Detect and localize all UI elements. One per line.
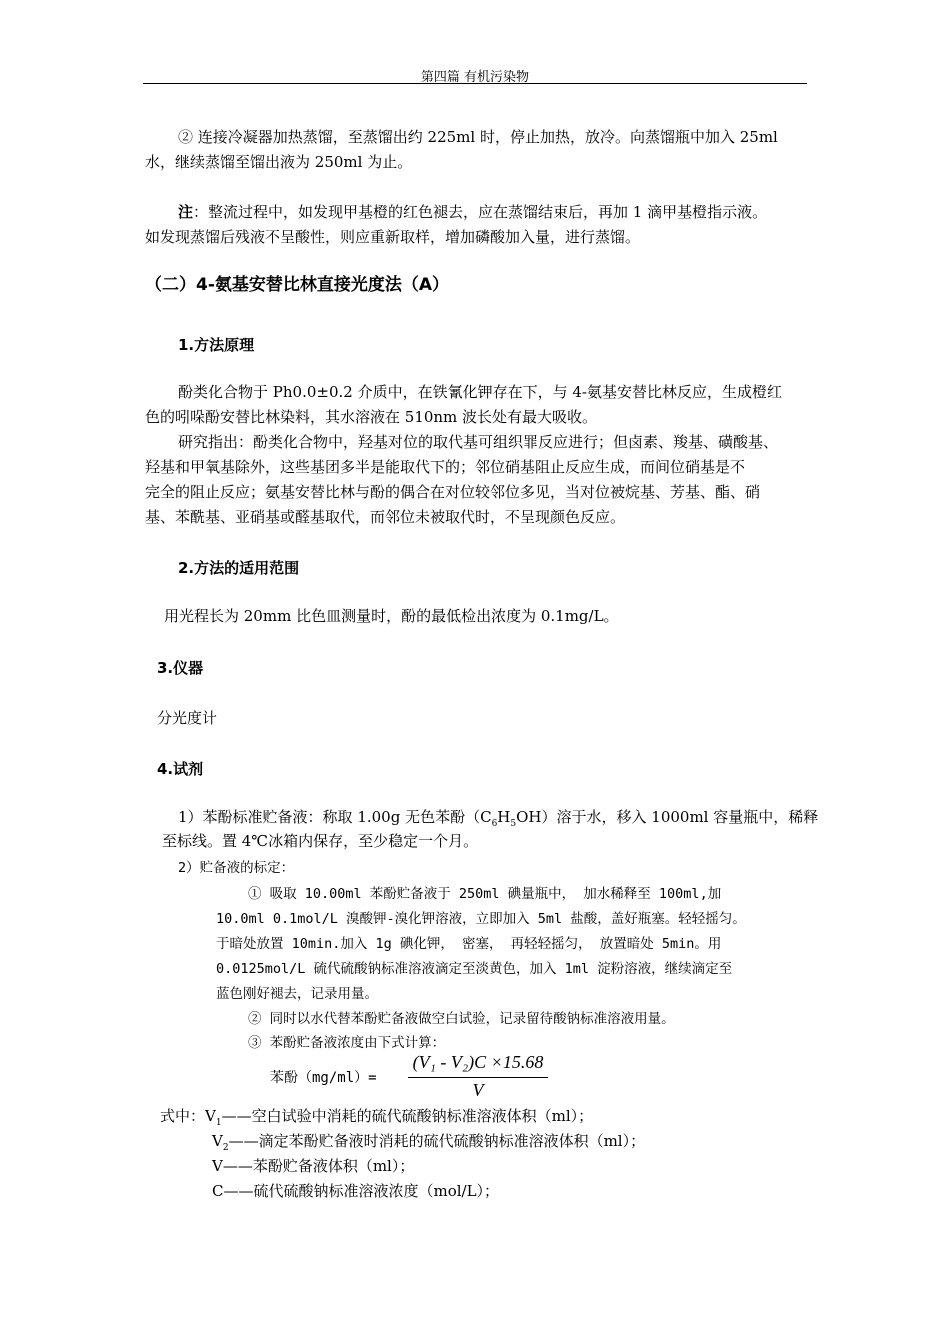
legend-v2-symbol: V <box>212 1132 223 1150</box>
reagent-1-line-1 <box>178 806 818 829</box>
legend-v1 <box>160 1105 593 1128</box>
note-text: ：整流过程中，如发现甲基橙的红色褪去，应在蒸馏结束后，再加 1 滴甲基橙指示液。 <box>193 203 768 221</box>
formula-numerator: (V₁ - V₂)C ×15.68 <box>412 1052 544 1072</box>
legend-v2 <box>212 1130 645 1153</box>
step3: ③ 苯酚贮备液浓度由下式计算： <box>248 1035 446 1051</box>
s2-text: 用光程长为 20mm 比色皿测量时，酚的最低检出浓度为 0.1mg/L。 <box>164 607 619 625</box>
section-title: （二）4-氨基安替比林直接光度法（A） <box>145 275 450 295</box>
step2: ② 同时以水代替苯酚贮备液做空白试验，记录留待酸钠标准溶液用量。 <box>248 1011 675 1027</box>
formula-label: 苯酚（mg/ml）= <box>270 1070 377 1086</box>
s1-p2-line-4: 基、苯酰基、亚硝基或醛基取代，而邻位未被取代时，不呈现颜色反应。 <box>145 508 626 526</box>
s1-p2-line-3: 完全的阻止反应；氨基安替比林与酚的偶合在对位较邻位多见，当对位被烷基、芳基、酯、硝 <box>145 483 761 501</box>
s1-p1-line-1: 酚类化合物于 Ph0.0±0.2 介质中，在铁氰化钾存在下，与 4-氨基安替比林反应，生成橙红 <box>178 383 782 401</box>
reagent-2: 2）贮备液的标定： <box>178 860 295 876</box>
reagent-1-sub-b: 5 <box>510 819 517 829</box>
reagent-1-sub-a: 6 <box>491 819 498 829</box>
legend-v: V——苯酚贮备液体积（ml）； <box>212 1157 415 1175</box>
legend-v1-symbol: V <box>205 1107 216 1125</box>
step1-line-3: 于暗处放置 10min.加入 1g 碘化钾， 密塞， 再轻轻摇匀， 放置暗处 5min。用 <box>216 936 722 952</box>
note-line-2: 如发现蒸馏后残液不呈酸性，则应重新取样，增加磷酸加入量，进行蒸馏。 <box>145 228 641 246</box>
legend-v1-sub: 1 <box>215 1118 222 1128</box>
distill-line-1: ② 连接冷凝器加热蒸馏，至蒸馏出约 225ml 时，停止加热，放冷。向蒸馏瓶中加入 25ml <box>178 128 778 146</box>
fraction-bar <box>408 1077 548 1078</box>
step1-line-5: 蓝色刚好褪去，记录用量。 <box>216 986 378 1002</box>
note-label: 注 <box>178 203 194 221</box>
s3-text: 分光度计 <box>157 709 218 727</box>
page-header: 第四篇 有机污染物 <box>420 70 530 85</box>
reagent-1-line-2: 至标线。置 4℃冰箱内保存，至少稳定一个月。 <box>162 832 479 850</box>
s3-title: 3.仪器 <box>157 659 204 677</box>
formula-denominator: V <box>472 1080 484 1100</box>
reagent-1-part-b: H <box>497 808 511 826</box>
step1-line-2: 10.0ml 0.1mol/L 溴酸钾-溴化钾溶液，立即加入 5ml 盐酸，盖好瓶塞。轻轻摇匀。 <box>216 911 746 927</box>
s2-title: 2.方法的适用范围 <box>178 559 300 577</box>
reagent-1-part-c: OH）溶于水，移入 1000ml 容量瓶中，稀释 <box>516 808 819 826</box>
reagent-1-part-a: 1）苯酚标准贮备液：称取 1.00g 无色苯酚（C <box>178 808 492 826</box>
note-line-1 <box>178 201 767 222</box>
header-rule <box>143 83 807 84</box>
s4-title: 4.试剂 <box>157 760 204 778</box>
concentration-formula <box>270 1052 560 1104</box>
legend-v1-text: ——空白试验中消耗的硫代硫酸钠标准溶液体积（ml）； <box>221 1107 594 1125</box>
legend-c: C——硫代硫酸钠标准溶液浓度（mol/L）； <box>212 1182 500 1200</box>
s1-p2-line-2: 羟基和甲氧基除外，这些基团多半是能取代下的；邻位硝基阻止反应生成，而间位硝基是不 <box>145 458 746 476</box>
step1-line-1: ① 吸取 10.00ml 苯酚贮备液于 250ml 碘量瓶中， 加水稀释至 100ml,加 <box>248 886 722 902</box>
s1-p1-line-2: 色的吲哚酚安替比林染料，其水溶液在 510nm 波长处有最大吸收。 <box>145 408 598 426</box>
s1-title: 1.方法原理 <box>178 336 255 354</box>
step1-line-4: 0.0125mol/L 硫代硫酸钠标准溶液滴定至淡黄色，加入 1ml 淀粉溶液，继续滴定至 <box>216 961 733 977</box>
distill-line-2: 水，继续蒸馏至馏出液为 250ml 为止。 <box>145 153 413 171</box>
legend-intro: 式中： <box>160 1107 206 1125</box>
legend-v2-text: ——滴定苯酚贮备液时消耗的硫代硫酸钠标准溶液体积（ml）； <box>228 1132 646 1150</box>
legend-v2-sub: 2 <box>222 1143 229 1153</box>
s1-p2-line-1: 研究指出：酚类化合物中，羟基对位的取代基可组织罪反应进行；但卤素、羧基、磺酸基、 <box>178 433 779 451</box>
